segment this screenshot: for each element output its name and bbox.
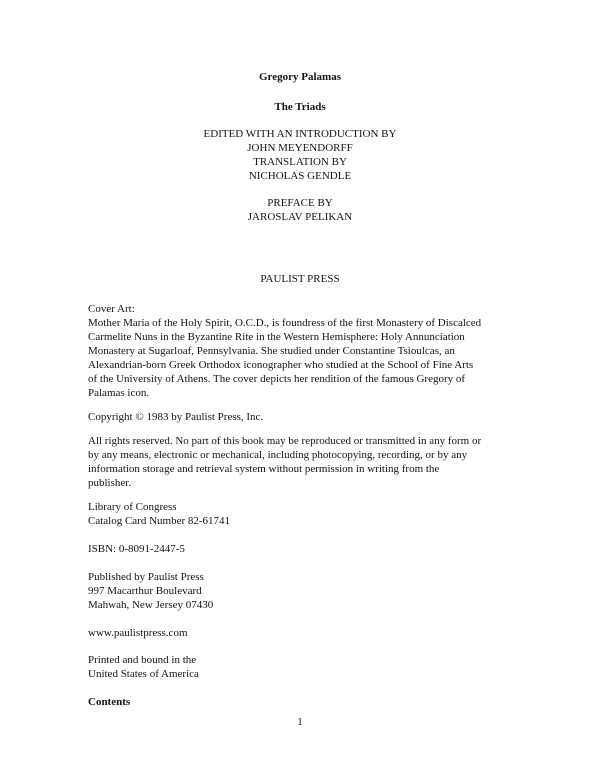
contents-heading: Contents xyxy=(88,696,131,708)
editor-name: JOHN MEYENDORFF xyxy=(247,142,353,154)
cover-art-line: Alexandrian-born Greek Orthodox iconographer who studied at the School of Fine Arts xyxy=(88,359,474,371)
cover-art-line: Mother Maria of the Holy Spirit, O.C.D., is foundress of the first Monastery of Discalced xyxy=(88,317,482,329)
printed-in-block xyxy=(88,653,600,681)
cover-art-line: Monastery at Sugarloaf, Pennsylvania. She studied under Constantine Tsioulcas, an xyxy=(88,345,455,357)
cover-art-line: Palamas icon. xyxy=(88,387,150,399)
isbn-line: ISBN: 0-8091-2447-5 xyxy=(88,543,185,555)
publisher-address-block xyxy=(88,570,600,612)
rights-line: by any means, electronic or mechanical, including photocopying, recording, or by any xyxy=(88,449,468,461)
credits-line: EDITED WITH AN INTRODUCTION BY xyxy=(203,128,397,140)
credits-line: TRANSLATION BY xyxy=(253,156,347,168)
rights-block xyxy=(88,434,600,490)
city-state-zip: Mahwah, New Jersey 07430 xyxy=(88,599,214,611)
rights-line: All rights reserved. No part of this book may be reproduced or transmitted in any form or xyxy=(88,435,482,447)
library-of-congress-block xyxy=(88,500,600,528)
page-number: 1 xyxy=(297,716,303,728)
printed-in-line: United States of America xyxy=(88,668,199,680)
copyright-line: Copyright © 1983 by Paulist Press, Inc. xyxy=(88,411,264,423)
publisher-website: www.paulistpress.com xyxy=(88,627,188,639)
catalog-card-number: Catalog Card Number 82-61741 xyxy=(88,515,231,527)
rights-line: publisher. xyxy=(88,477,132,489)
translator-name: NICHOLAS GENDLE xyxy=(248,170,352,182)
rights-line: information storage and retrieval system without permission in writing from the xyxy=(88,463,440,475)
book-title: The Triads xyxy=(274,101,326,113)
street-address: 997 Macarthur Boulevard xyxy=(88,585,202,597)
library-of-congress-line: Library of Congress xyxy=(88,501,177,513)
cover-art-block xyxy=(88,302,600,400)
printed-in-line: Printed and bound in the xyxy=(88,654,197,666)
credits-block xyxy=(0,127,600,183)
published-by-line: Published by Paulist Press xyxy=(88,571,204,583)
book-author: Gregory Palamas xyxy=(259,71,341,83)
cover-art-line: of the University of Athens. The cover depicts her rendition of the famous Gregory of xyxy=(88,373,466,385)
cover-art-label: Cover Art: xyxy=(88,303,135,315)
publisher-name: PAULIST PRESS xyxy=(260,273,340,285)
preface-author: JAROSLAV PELIKAN xyxy=(247,211,353,223)
preface-block xyxy=(0,196,600,224)
cover-art-line: Carmelite Nuns in the Byzantine Rite in the Western Hemisphere: Holy Annunciation xyxy=(88,331,465,343)
preface-label: PREFACE BY xyxy=(267,197,333,209)
